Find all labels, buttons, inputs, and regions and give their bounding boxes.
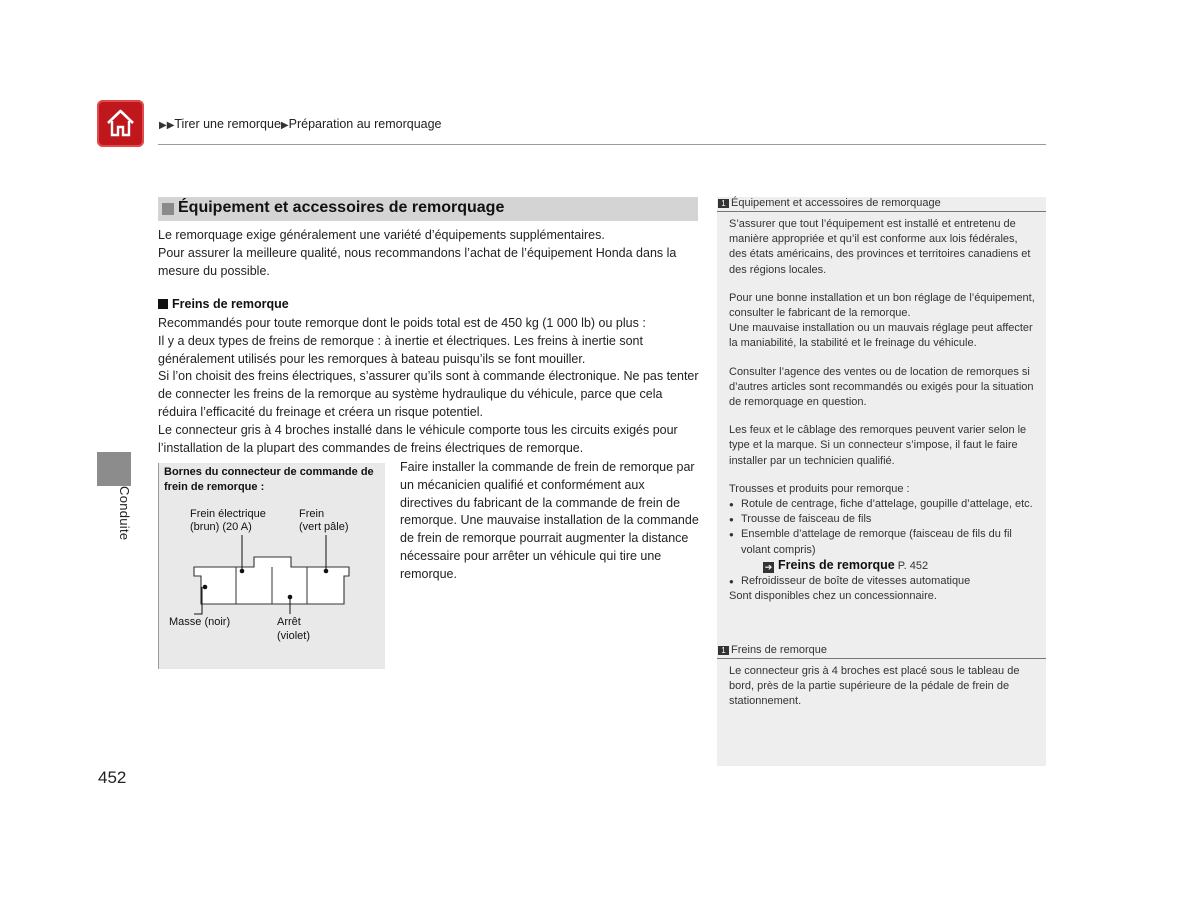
reference-link[interactable]: Freins de remorque [778, 557, 895, 572]
breadcrumb [159, 117, 442, 131]
note-paragraph: Le connecteur gris à 4 broches est placé sous le tableau de bord, près de la partie supérieure de la pédale de frein de stationnement. [729, 665, 1020, 708]
page-number: 452 [98, 768, 127, 787]
section-title: Équipement et accessoires de remorquage [178, 199, 505, 216]
reference-arrow-icon: ➔ [764, 561, 773, 572]
intro-line: Pour assurer la meilleure qualité, nous recommandons l’achat de l’équipement Honda dans la mesure du possible. [158, 245, 677, 278]
freins-paragraph: Si l’on choisit des freins électriques, s’assurer qu’ils sont à commande électronique. Ne pas tenter de connecter les freins de la remorque au système hydraulique du véhicule, parce que cela réduira l’efficacité du freinage et créera un risque potentiel. [158, 369, 699, 419]
header-divider [158, 144, 1046, 145]
subsection-square-icon [158, 299, 168, 309]
note-paragraph: Sont disponibles chez un concessionnaire. [729, 590, 937, 603]
label-frein: Frein [299, 508, 325, 520]
list-item: ● Rotule de centrage, fiche d’attelage, goupille d’attelage, etc. [729, 497, 1037, 512]
note-paragraph: S’assurer que tout l’équipement est installé et entretenu de manière appropriée et qu’il est conforme aux lois fédérales, des états américains, des provinces et territoires canadiens et des régions locales. [729, 218, 1031, 276]
label-arret: Arrêt [277, 616, 301, 628]
intro-line: Le remorquage exige généralement une variété d’équipements supplémentaires. [158, 228, 605, 242]
subsection-title-text: Freins de remorque [172, 297, 289, 311]
list-item: ● Ensemble d’attelage de remorque (faisceau de fils du fil volant compris) [729, 527, 1037, 557]
chapter-tab[interactable] [97, 452, 131, 486]
note-title: Équipement et accessoires de remorquage [731, 197, 941, 209]
note-paragraph: Les feux et le câblage des remorques peuvent varier selon le type et la marque. Si un connecteur s’impose, il faut le faire installer par un technicien qualifié. [729, 424, 1027, 467]
connector-diagram [158, 463, 385, 669]
note-body [729, 217, 1037, 604]
note-header [718, 197, 941, 209]
freins-text [158, 315, 703, 457]
note-title: Freins de remorque [731, 644, 827, 656]
breadcrumb-item[interactable]: Préparation au remorquage [288, 117, 442, 131]
connector-drawing [159, 463, 385, 669]
list-item: ● Refroidisseur de boîte de vitesses automatique [729, 574, 1037, 589]
note-header [718, 644, 827, 656]
freins-paragraph: Il y a deux types de freins de remorque : à inertie et électriques. Les freins à inertie sont généralement utilisés pour les remorques à bateau puisqu’ils se font mouiller. [158, 333, 643, 366]
label-frein-sub: (vert pâle) [299, 521, 349, 533]
breadcrumb-item[interactable]: Tirer une remorque [174, 117, 281, 131]
reference-page: P. 452 [897, 559, 929, 572]
intro-text [158, 227, 703, 280]
section-square-icon [162, 203, 174, 215]
label-frein-electrique-sub: (brun) (20 A) [190, 521, 252, 533]
note-paragraph: Pour une bonne installation et un bon réglage de l’équipement, consulter le fabricant de la remorque. [729, 291, 1035, 320]
sidebar-notes [717, 197, 1046, 766]
label-arret-sub: (violet) [277, 630, 311, 642]
note-divider [717, 658, 1046, 659]
note-icon: 1 [718, 199, 729, 208]
label-masse: Masse (noir) [169, 616, 231, 628]
list-item: ● Trousse de faisceau de fils [729, 512, 1037, 527]
note-divider [717, 211, 1046, 212]
freins-paragraph: Recommandés pour toute remorque dont le poids total est de 450 kg (1 000 lb) ou plus : [158, 316, 646, 330]
label-frein-electrique: Frein électrique [190, 508, 266, 520]
home-icon [105, 108, 136, 139]
note-icon: 1 [718, 646, 729, 655]
note-paragraph: Trousses et produits pour remorque : [729, 482, 910, 495]
note-paragraph: Consulter l’agence des ventes ou de location de remorques si d’autres articles sont recommandés ou exigés pour la situation de remorquage en question. [729, 365, 1034, 409]
install-text: Faire installer la commande de frein de remorque par un mécanicien qualifié et conformément aux directives du fabricant de la commande de frein de remorque. Une mauvaise installation de la commande de frein de remorque pourrait augmenter la distance nécessaire pour arrêter un véhicule qui tire une remorque. [400, 460, 699, 581]
breadcrumb-arrow-icon: ▶ [280, 120, 289, 131]
subsection-title [158, 297, 289, 311]
chapter-tab-label: Conduite [117, 486, 132, 541]
freins-paragraph: Le connecteur gris à 4 broches installé dans le véhicule comporte tous les circuits exigés pour l’installation de la plupart des commandes de freins électriques de remorque. [158, 422, 678, 455]
chapter-tab-label-wrap [106, 486, 136, 556]
cross-reference[interactable] [729, 558, 1037, 574]
section-header [158, 197, 698, 221]
breadcrumb-arrow-icon: ▶▶ [159, 120, 175, 131]
diagram-title: Bornes du connecteur de commande de frein de remorque : [164, 466, 374, 493]
note-paragraph: Une mauvaise installation ou un mauvais réglage peut affecter la maniabilité, la stabilité et le freinage du véhicule. [729, 322, 1033, 350]
home-button[interactable] [97, 100, 144, 147]
